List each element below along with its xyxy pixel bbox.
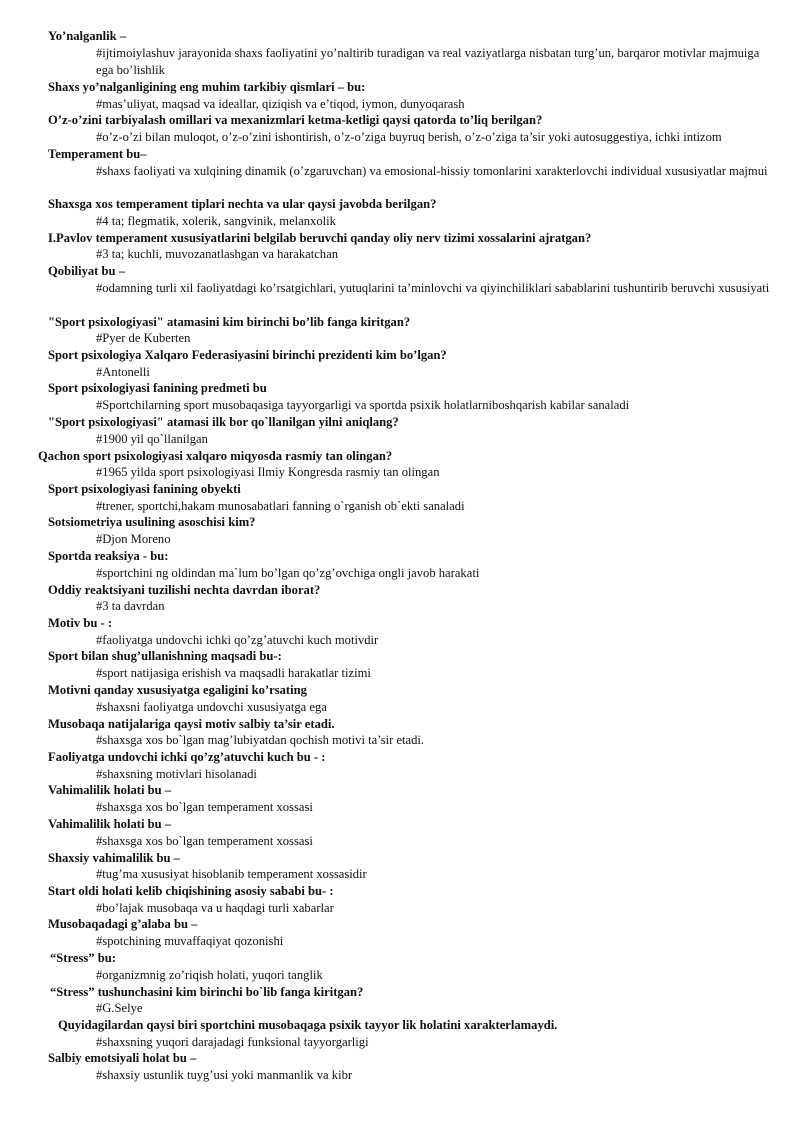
answer: #shaxsning yuqori darajadagi funksional tayyorgarligi (96, 1035, 369, 1049)
question: Qobiliyat bu – (48, 264, 125, 278)
question: “Stress” tushunchasini kim birinchi bo`lib fanga kiritgan? (50, 985, 364, 999)
question: Motivni qanday xususiyatga egaligini ko’rsating (48, 683, 307, 697)
answer: #Sportchilarning sport musobaqasiga tayyorgarligi va sportda psixik holatlarniboshqarish kabilar sanaladi (96, 398, 630, 412)
answer: #1965 yilda sport psixologiyasi Ilmiy Kongresda rasmiy tan olingan (96, 465, 440, 479)
question: Faoliyatga undovchi ichki qo’zg’atuvchi kuch bu - : (48, 750, 326, 764)
answer: #odamning turli xil faoliyatdagi ko’rsatgichlari, yutuqlarini ta’minlovchi va qiyinchiliklari sabablarini tushuntirib beruvchi xususiyati (96, 281, 770, 295)
question: Salbiy emotsiyali holat bu – (48, 1051, 197, 1065)
question: Yo’nalganlik – (48, 29, 127, 43)
question: Musobaqa natijalariga qaysi motiv salbiy ta’sir etadi. (48, 717, 335, 731)
answer: #trener, sportchi,hakam munosabatlari fanning o`rganish ob`ekti sanaladi (96, 499, 465, 513)
answer: #shaxsga xos bo`lgan mag’lubiyatdan qochish motivi ta’sir etadi. (96, 733, 425, 747)
answer: #organizmnig zo’riqish holati, yuqori tanglik (96, 968, 323, 982)
answer: #shaxsga xos bo`lgan temperament xossasi (96, 800, 313, 814)
question: "Sport psixologiyasi" atamasini kim birinchi bo’lib fanga kiritgan? (48, 315, 411, 329)
question: Vahimalilik holati bu – (48, 817, 172, 831)
answer: #Pyer de Kuberten (96, 331, 191, 345)
question: Shaxsga xos temperament tiplari nechta va ular qaysi javobda berilgan? (48, 197, 437, 211)
question: Shaxsiy vahimalilik bu – (48, 851, 180, 865)
answer: #tug’ma xususiyat hisoblanib temperament xossasidir (96, 867, 367, 881)
answer: #3 ta davrdan (96, 599, 165, 613)
answer: #spotchining muvaffaqiyat qozonishi (96, 934, 284, 948)
question: Vahimalilik holati bu – (48, 783, 172, 797)
question: Sotsiometriya usulining asoschisi kim? (48, 515, 256, 529)
question: Sportda reaksiya - bu: (48, 549, 169, 563)
answer: #o’z-o’zi bilan muloqot, o’z-o’zini ishontirish, o’z-o’ziga buyruq berish, o’z-o’ziga ta’sir yoki autosuggestiya, ichki intizom (96, 130, 722, 144)
question: "Sport psixologiyasi" atamasi ilk bor qo`llanilgan yilni aniqlang? (48, 415, 399, 429)
answer: #sport natijasiga erishish va maqsadli harakatlar tizimi (96, 666, 371, 680)
question: Temperament bu– (48, 147, 147, 161)
question: Sport psixologiyasi fanining predmeti bu (48, 381, 267, 395)
question: Quyidagilardan qaysi biri sportchini musobaqaga psixik tayyor lik holatini xarakterlamaydi. (58, 1018, 558, 1032)
question: Sport psixologiya Xalqaro Federasiyasini birinchi prezidenti kim bo’lgan? (48, 348, 447, 362)
answer: #shaxsning motivlari hisolanadi (96, 767, 257, 781)
question: Start oldi holati kelib chiqishining asosiy sababi bu- : (48, 884, 334, 898)
question: Shaxs yo’nalganligining eng muhim tarkibiy qismlari – bu: (48, 80, 366, 94)
question: Oddiy reaktsiyani tuzilishi nechta davrdan iborat? (48, 583, 321, 597)
answer: #faoliyatga undovchi ichki qo’zg’atuvchi kuch motivdir (96, 633, 379, 647)
answer: #Antonelli (96, 365, 150, 379)
answer: #mas’uliyat, maqsad va ideallar, qiziqish va e’tiqod, iymon, dunyoqarash (96, 97, 465, 111)
answer: #shaxsga xos bo`lgan temperament xossasi (96, 834, 313, 848)
answer: #shaxs faoliyati va xulqining dinamik (o’zgaruvchan) va emosional-hissiy tomonlarini xarakterlovchi individual xususiyatlar majmui (96, 164, 768, 178)
answer: #4 ta; flegmatik, xolerik, sangvinik, melanxolik (96, 214, 336, 228)
answer: #3 ta; kuchli, muvozanatlashgan va harakatchan (96, 247, 338, 261)
question: O’z-o’zini tarbiyalash omillari va mexanizmlari ketma-ketligi qaysi qatorda to’liq berilgan? (48, 113, 543, 127)
question: Motiv bu - : (48, 616, 113, 630)
question: Sport psixologiyasi fanining obyekti (48, 482, 241, 496)
answer: #G.Selye (96, 1001, 143, 1015)
answer: #ijtimoiylashuv jarayonida shaxs faoliyatini yo’naltirib turadigan va real vaziyatlarga nisbatan turg’un, barqaror motivlar majmuiga ega bo’lishlik (96, 46, 760, 77)
answer: #1900 yil qo`llanilgan (96, 432, 208, 446)
question: “Stress” bu: (50, 951, 116, 965)
answer: #sportchini ng oldindan ma`lum bo’lgan qo’zg’ovchiga ongli javob harakati (96, 566, 480, 580)
question: Sport bilan shug’ullanishning maqsadi bu-: (48, 649, 282, 663)
answer: #shaxsni faoliyatga undovchi xususiyatga ega (96, 700, 327, 714)
question: Qachon sport psixologiyasi xalqaro miqyosda rasmiy tan olingan? (38, 449, 393, 463)
answer: #Djon Moreno (96, 532, 171, 546)
answer: #shaxsiy ustunlik tuyg’usi yoki manmanlik va kibr (96, 1068, 353, 1082)
question: Musobaqadagi g’alaba bu – (48, 917, 198, 931)
question: I.Pavlov temperament xususiyatlarini belgilab beruvchi qanday oliy nerv tizimi xossalarini ajratgan? (48, 231, 592, 245)
answer: #bo’lajak musobaqa va u haqdagi turli xabarlar (96, 901, 334, 915)
